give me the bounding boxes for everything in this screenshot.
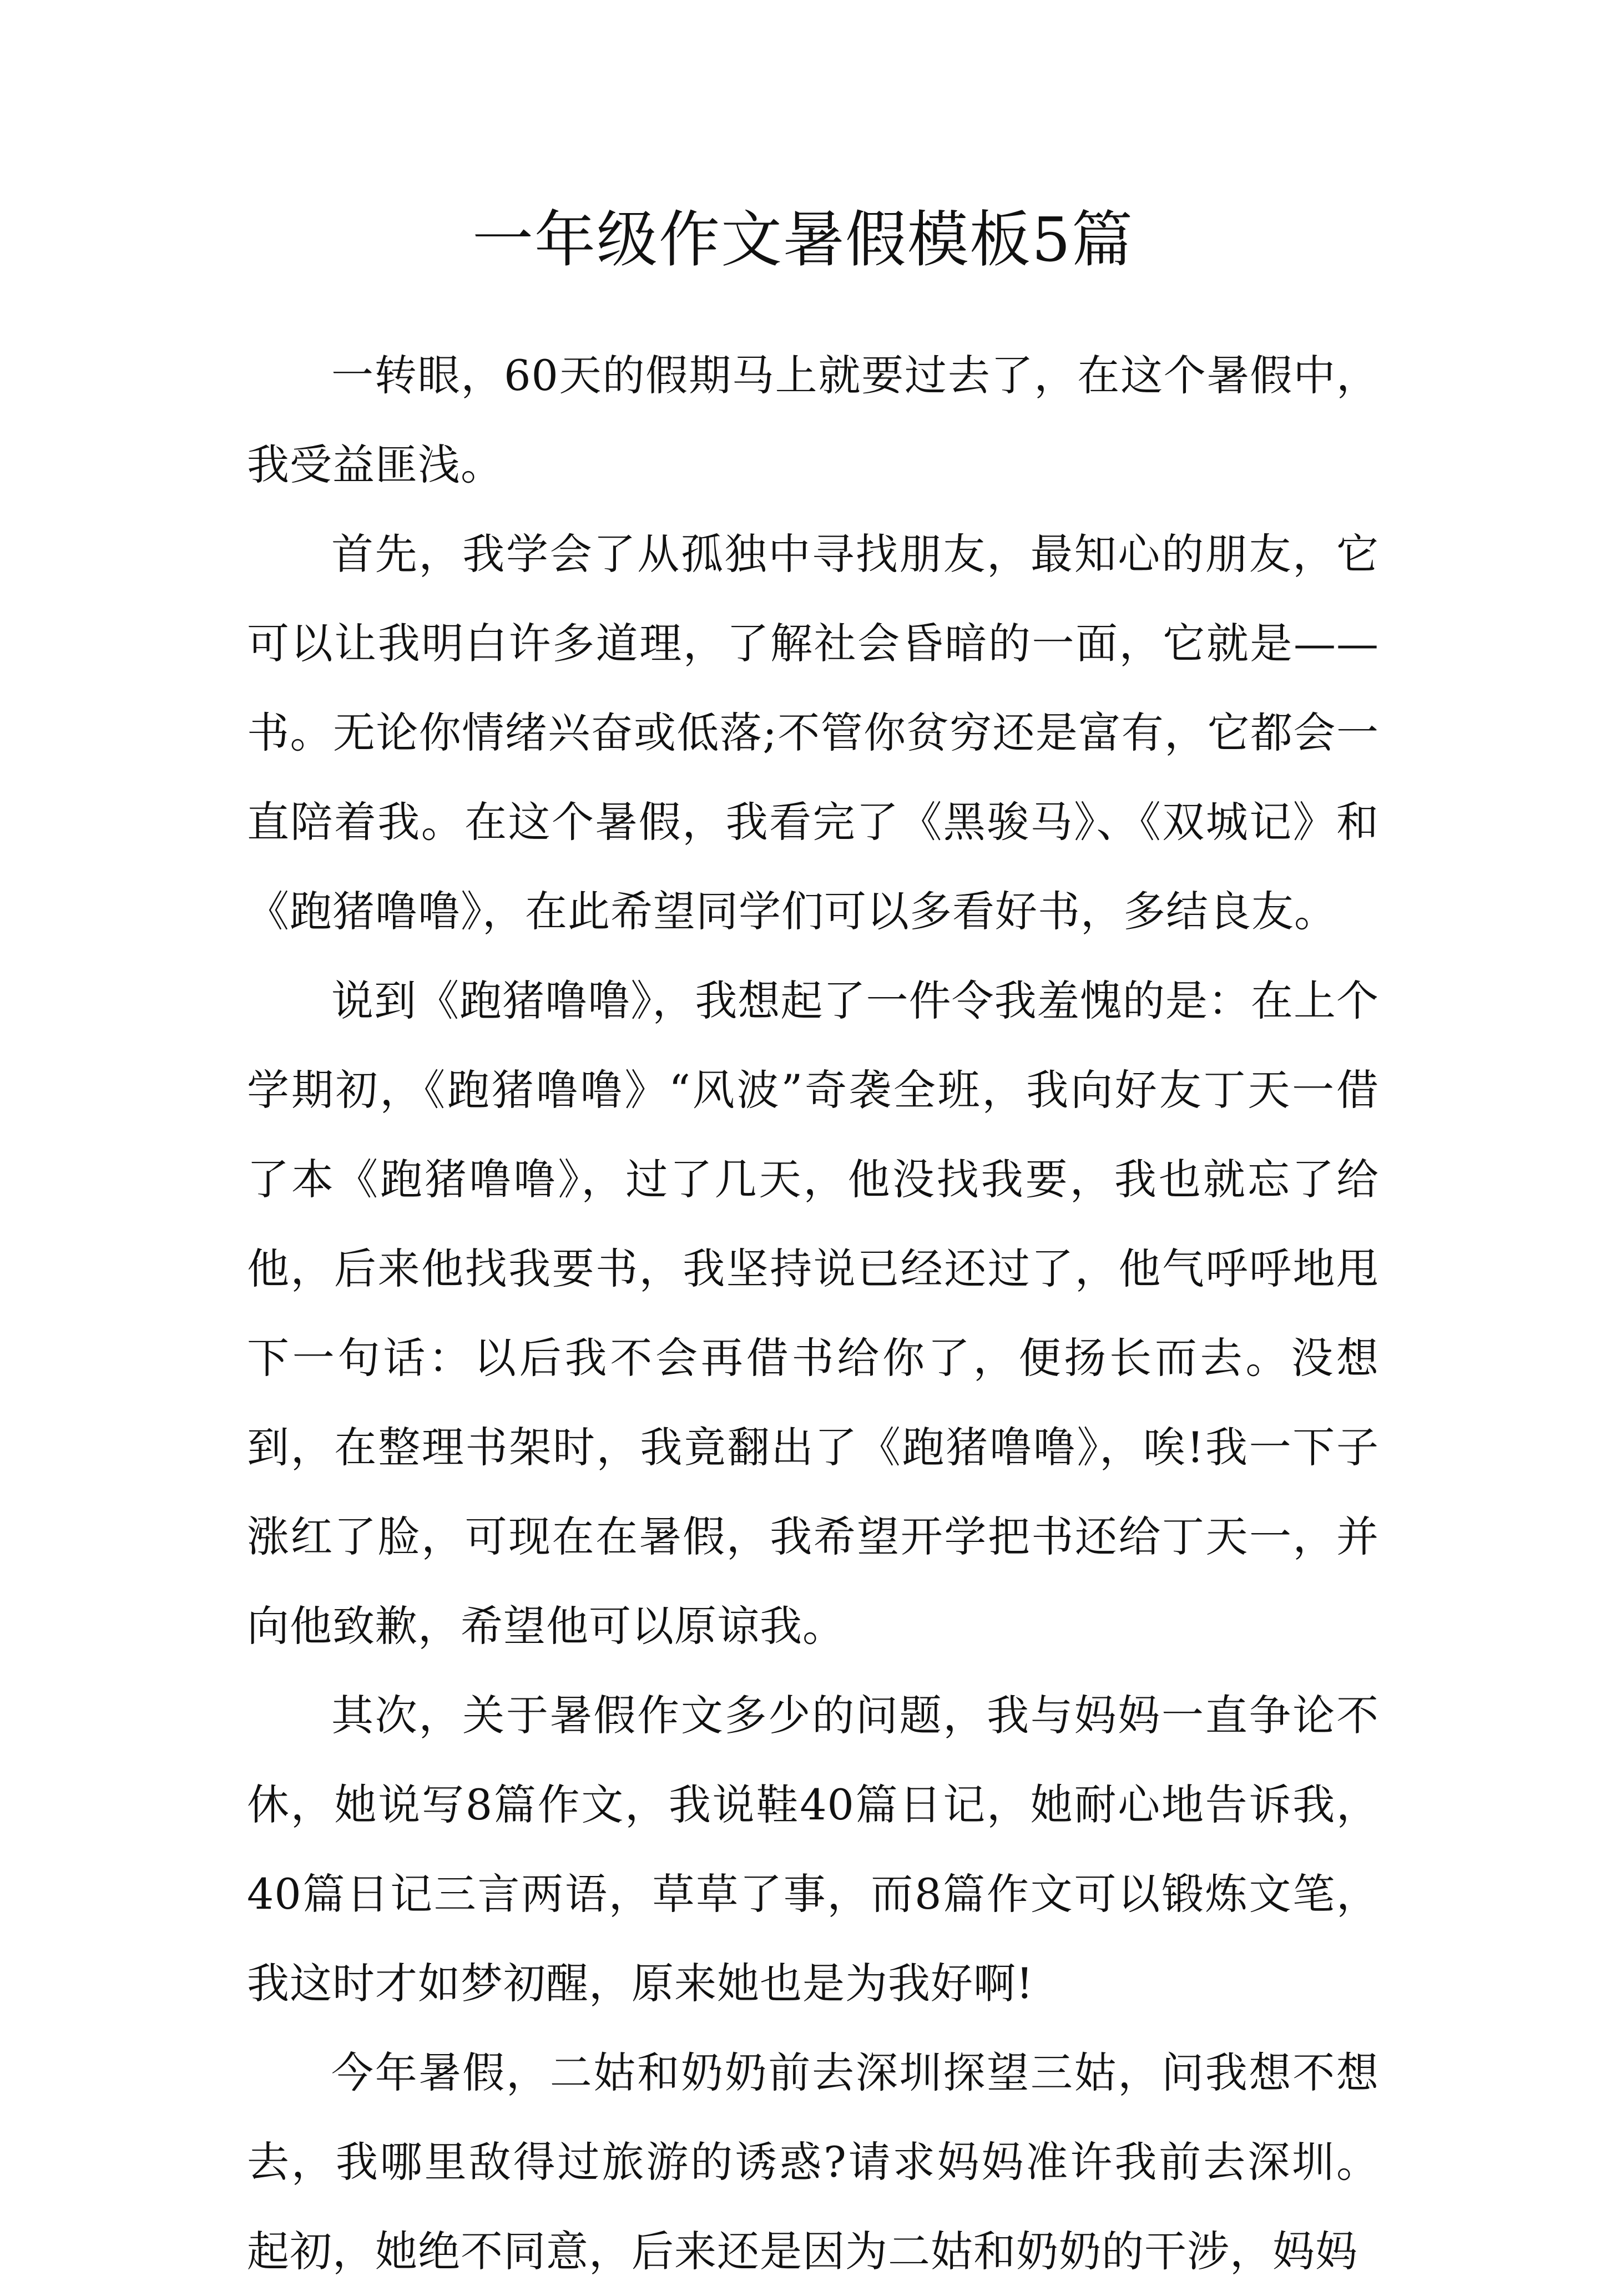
paragraph-1: 一转眼，60天的假期马上就要过去了，在这个暑假中，我受益匪浅。 [247,351,1379,489]
paragraph-3: 说到《跑猪噜噜》，我想起了一件令我羞愧的是：在上个学期初，《跑猪噜噜》“风波”奇袭全班，我向好友丁天一借了本《跑猪噜噜》，过了几天，他没找我要，我也就忘了给他，后来他找我要书，我坚持说已经还过了，他气呼呼地甩下一句话：以后我不会再借书给你了，便扬长而去。没想到，在整理书架时，我竟翻出了《跑猪噜噜》，唉!我一下子涨红了脸，可现在在暑假，我希望开学把书还给丁天一，并向他致歉，希望他可以原谅我。 [247,976,1379,1651]
paragraph-4: 其次，关于暑假作文多少的问题，我与妈妈一直争论不休，她说写8篇作文，我说鞋40篇日记，她耐心地告诉我，40篇日记三言两语，草草了事，而8篇作文可以锻炼文笔，我这时才如梦初醒，原来她也是为我好啊! [247,1691,1379,2008]
document-body [247,331,1379,2296]
document-title: 一年级作文暑假模板5篇 [472,204,1134,275]
paragraph-5: 今年暑假，二姑和奶奶前去深圳探望三姑，问我想不想去，我哪里敌得过旅游的诱惑?请求妈妈准许我前去深圳。起初，她绝不同意，后来还是因为二姑和奶奶的干涉，妈妈 [247,2048,1379,2276]
paragraph-2: 首先，我学会了从孤独中寻找朋友，最知心的朋友，它可以让我明白许多道理，了解社会昏暗的一面，它就是——书。无论你情绪兴奋或低落;不管你贫穷还是富有，它都会一直陪着我。在这个暑假，我看完了《黑骏马》、《双城记》和《跑猪噜噜》，在此希望同学们可以多看好书，多结良友。 [247,529,1379,936]
